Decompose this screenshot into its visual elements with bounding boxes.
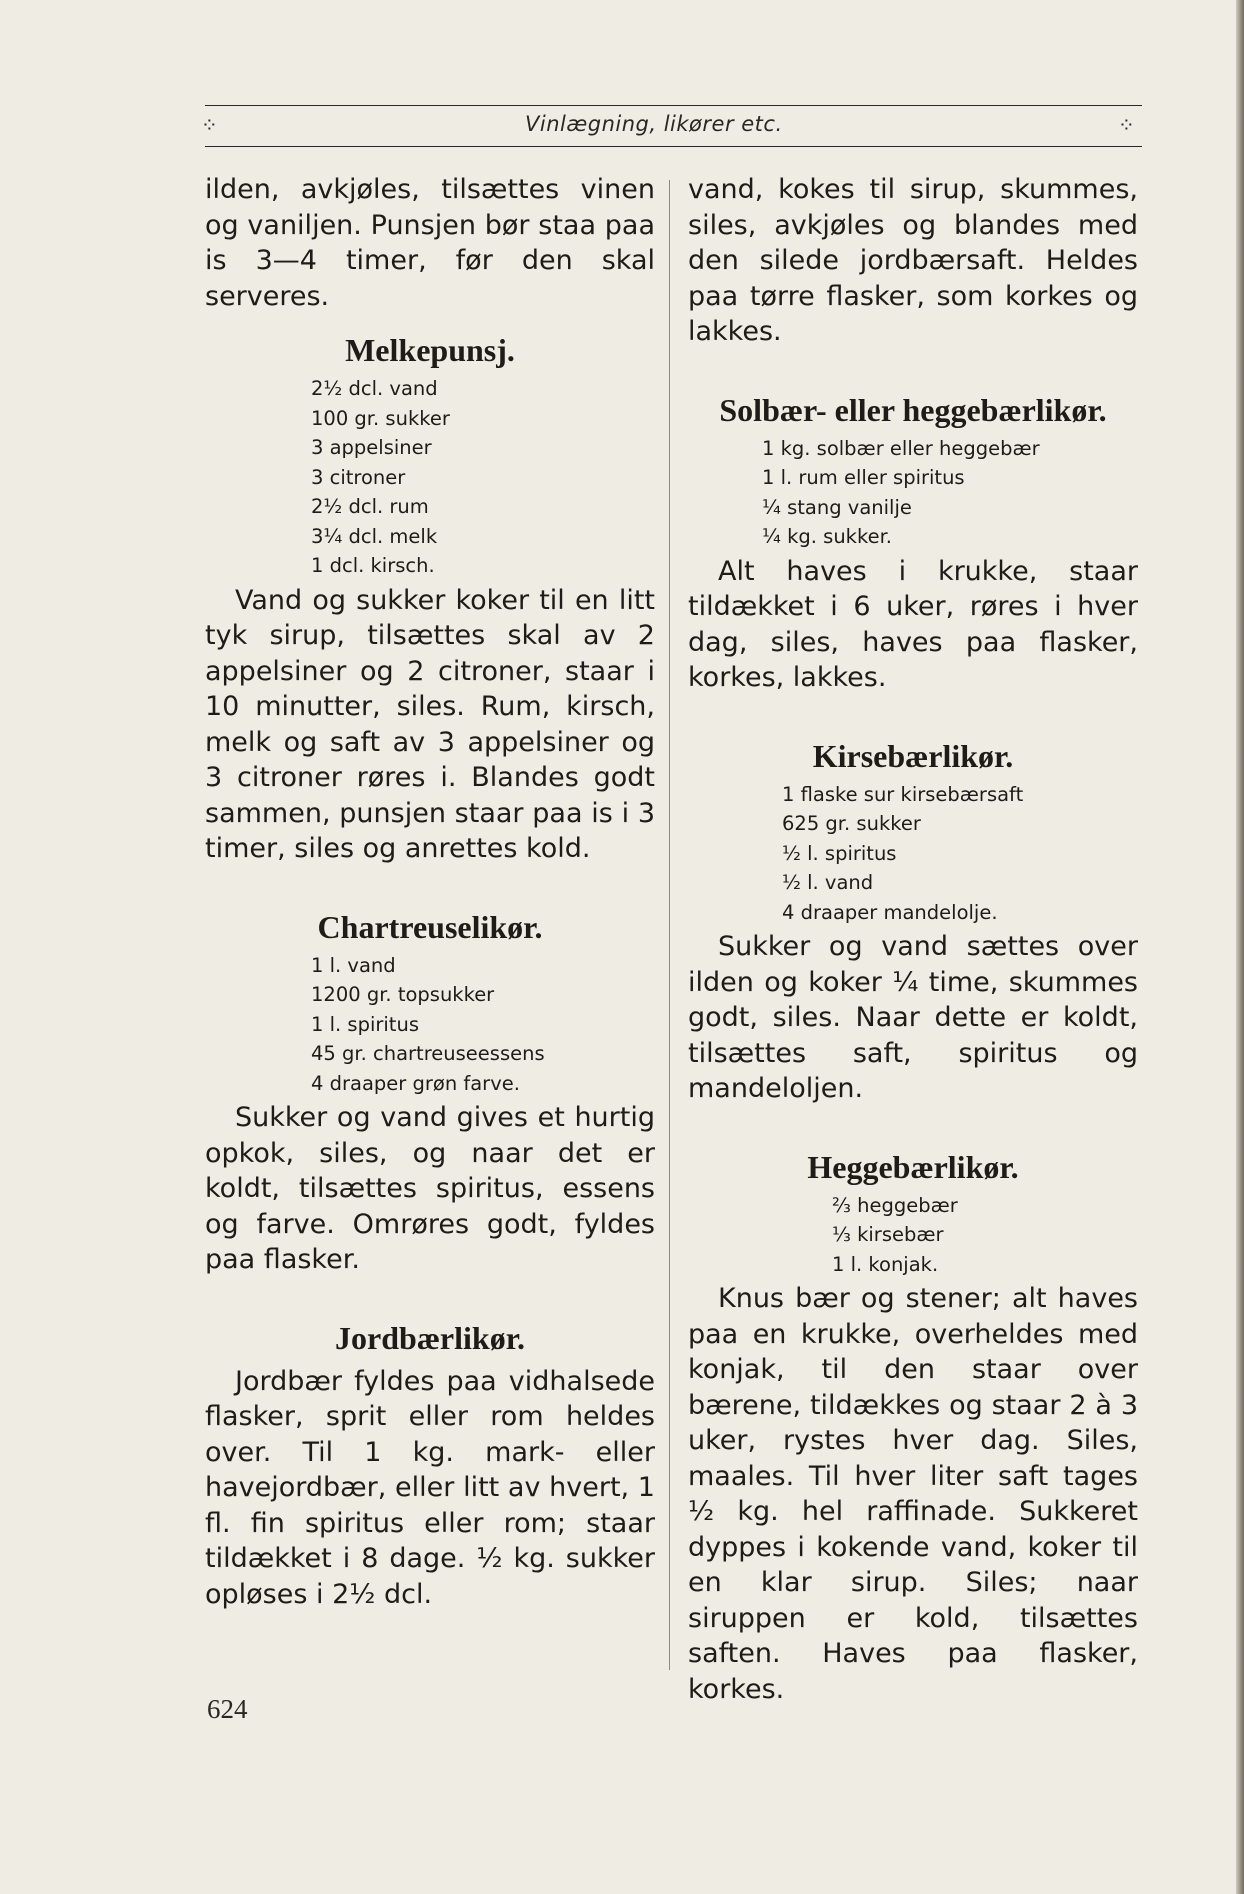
left-intro-paragraph: ilden, avkjøles, tilsættes vinen og vaniljen. Punsjen bør staa paa is 3—4 timer, før den skal serveres. xyxy=(205,174,655,312)
ingredient-item: 1 l. vand xyxy=(311,953,396,977)
ingredient-item: 625 gr. sukker xyxy=(782,812,921,835)
ingredient-item: ¼ stang vanilje xyxy=(762,495,912,519)
paragraph-heggebaerlikor: Knus bær og stener; alt haves paa en krukke, overheldes med konjak, til den staar over bærene, tildækkes og staar 2 à 3 uker, rystes hver dag. Siles, maales. Til hver liter saft tages ½ kg. hel raffinade. Sukkeret dyppes i kokende vand, koker til en klar sirup. Siles; naar siruppen er kold, tilsættes saften. Haves paa flasker, korkes. xyxy=(688,1283,1138,1705)
paragraph-solbaerlikor: Alt haves i krukke, staar tildækket i 6 uker, røres i hver dag, siles, haves paa flasker, korkes, lakkes. xyxy=(688,555,1138,693)
ornament-left-icon: ⁘ xyxy=(201,113,218,137)
ingredient-item: ¼ kg. sukker. xyxy=(762,525,892,548)
ingredients-heggebaerlikor xyxy=(832,1191,1138,1280)
ingredient-item: ½ l. spiritus xyxy=(782,841,897,865)
ingredients-kirsebaerlikor xyxy=(782,780,1138,928)
ornament-right-icon: ⁘ xyxy=(1118,113,1135,137)
header-rule-bottom xyxy=(205,146,1142,147)
ingredient-item: ⅔ heggebær xyxy=(832,1193,958,1217)
ingredient-item: 1 l. konjak. xyxy=(832,1252,939,1276)
running-head-title: Vinlægning, likører etc. xyxy=(525,112,783,136)
ingredient-item: 2½ dcl. rum xyxy=(311,495,429,518)
paragraph-kirsebaerlikor: Sukker og vand sættes over ilden og koker ¼ time, skummes godt, siles. Naar dette er koldt, tilsættes saft, spiritus og mandeloljen. xyxy=(688,931,1138,1104)
ingredient-item: ½ l. vand xyxy=(782,871,874,894)
ingredient-item: ⅓ kirsebær xyxy=(832,1223,944,1246)
paragraph-melkepunsj: Vand og sukker koker til en litt tyk sirup, tilsættes skal av 2 appelsiner og 2 citroner, staar i 10 minutter, siles. Rum, kirsch, melk og saft av 3 appelsiner og 3 citroner røres i. Blandes godt sammen, punsjen staar paa is i 3 timer, siles og anrettes kold. xyxy=(205,584,655,864)
ingredient-item: 3 citroner xyxy=(311,465,406,489)
ingredients-solbaerlikor xyxy=(762,434,1138,552)
ingredients-melkepunsj xyxy=(311,374,655,581)
ingredient-item: 1 l. rum eller spiritus xyxy=(762,466,965,489)
ingredient-item: 1 l. spiritus xyxy=(311,1012,419,1036)
ingredients-chartreuselikor xyxy=(311,951,655,1099)
ingredient-item: 1 dcl. kirsch. xyxy=(311,554,435,577)
right-intro-paragraph: vand, kokes til sirup, skummes, siles, avkjøles og blandes med den silede jordbærsaft. Heldes paa tørre flasker, som korkes og lakkes. xyxy=(688,174,1138,347)
page-number: 624 xyxy=(207,1694,248,1724)
header-rule-top xyxy=(205,105,1142,106)
ingredient-item: 100 gr. sukker xyxy=(311,406,450,430)
ingredient-item: 2½ dcl. vand xyxy=(311,377,438,400)
heading-jordbaerlikor: Jordbærlikør. xyxy=(335,1319,525,1356)
heading-kirsebaerlikor: Kirsebærlikør. xyxy=(812,737,1014,774)
ingredient-item: 3 appelsiner xyxy=(311,436,432,459)
heading-melkepunsj: Melkepunsj. xyxy=(345,332,515,368)
ingredient-item: 3¼ dcl. melk xyxy=(311,524,438,548)
ingredient-item: 45 gr. chartreuseessens xyxy=(311,1042,545,1065)
page-edge-shadow xyxy=(1236,0,1244,1894)
left-column xyxy=(205,172,655,1612)
paragraph-chartreuselikor: Sukker og vand gives et hurtig opkok, siles, og naar det er koldt, tilsættes spiritus, essens og farve. Omrøres godt, fyldes paa flasker. xyxy=(205,1102,655,1275)
column-divider xyxy=(669,180,670,1670)
ingredient-item: 1 kg. solbær eller heggebær xyxy=(762,436,1040,460)
ingredient-item: 1200 gr. topsukker xyxy=(311,983,495,1006)
ingredient-item: 4 draaper mandelolje. xyxy=(782,900,998,924)
ingredient-item: 4 draaper grøn farve. xyxy=(311,1071,520,1095)
heading-chartreuselikor: Chartreuselikør. xyxy=(317,908,543,945)
heading-heggebaerlikor: Heggebærlikør. xyxy=(807,1148,1019,1185)
right-column xyxy=(688,172,1138,1707)
heading-solbaerlikor: Solbær- eller heggebærlikør. xyxy=(719,391,1107,428)
ingredient-item: 1 flaske sur kirsebærsaft xyxy=(782,782,1024,806)
paragraph-jordbaerlikor: Jordbær fyldes paa vidhalsede flasker, sprit eller rom heldes over. Til 1 kg. mark- eller havejordbær, eller litt av hvert, 1 fl. fin spiritus eller rom; staar tildækket i 8 dage. ½ kg. sukker opløses i 2½ dcl. xyxy=(205,1365,655,1610)
